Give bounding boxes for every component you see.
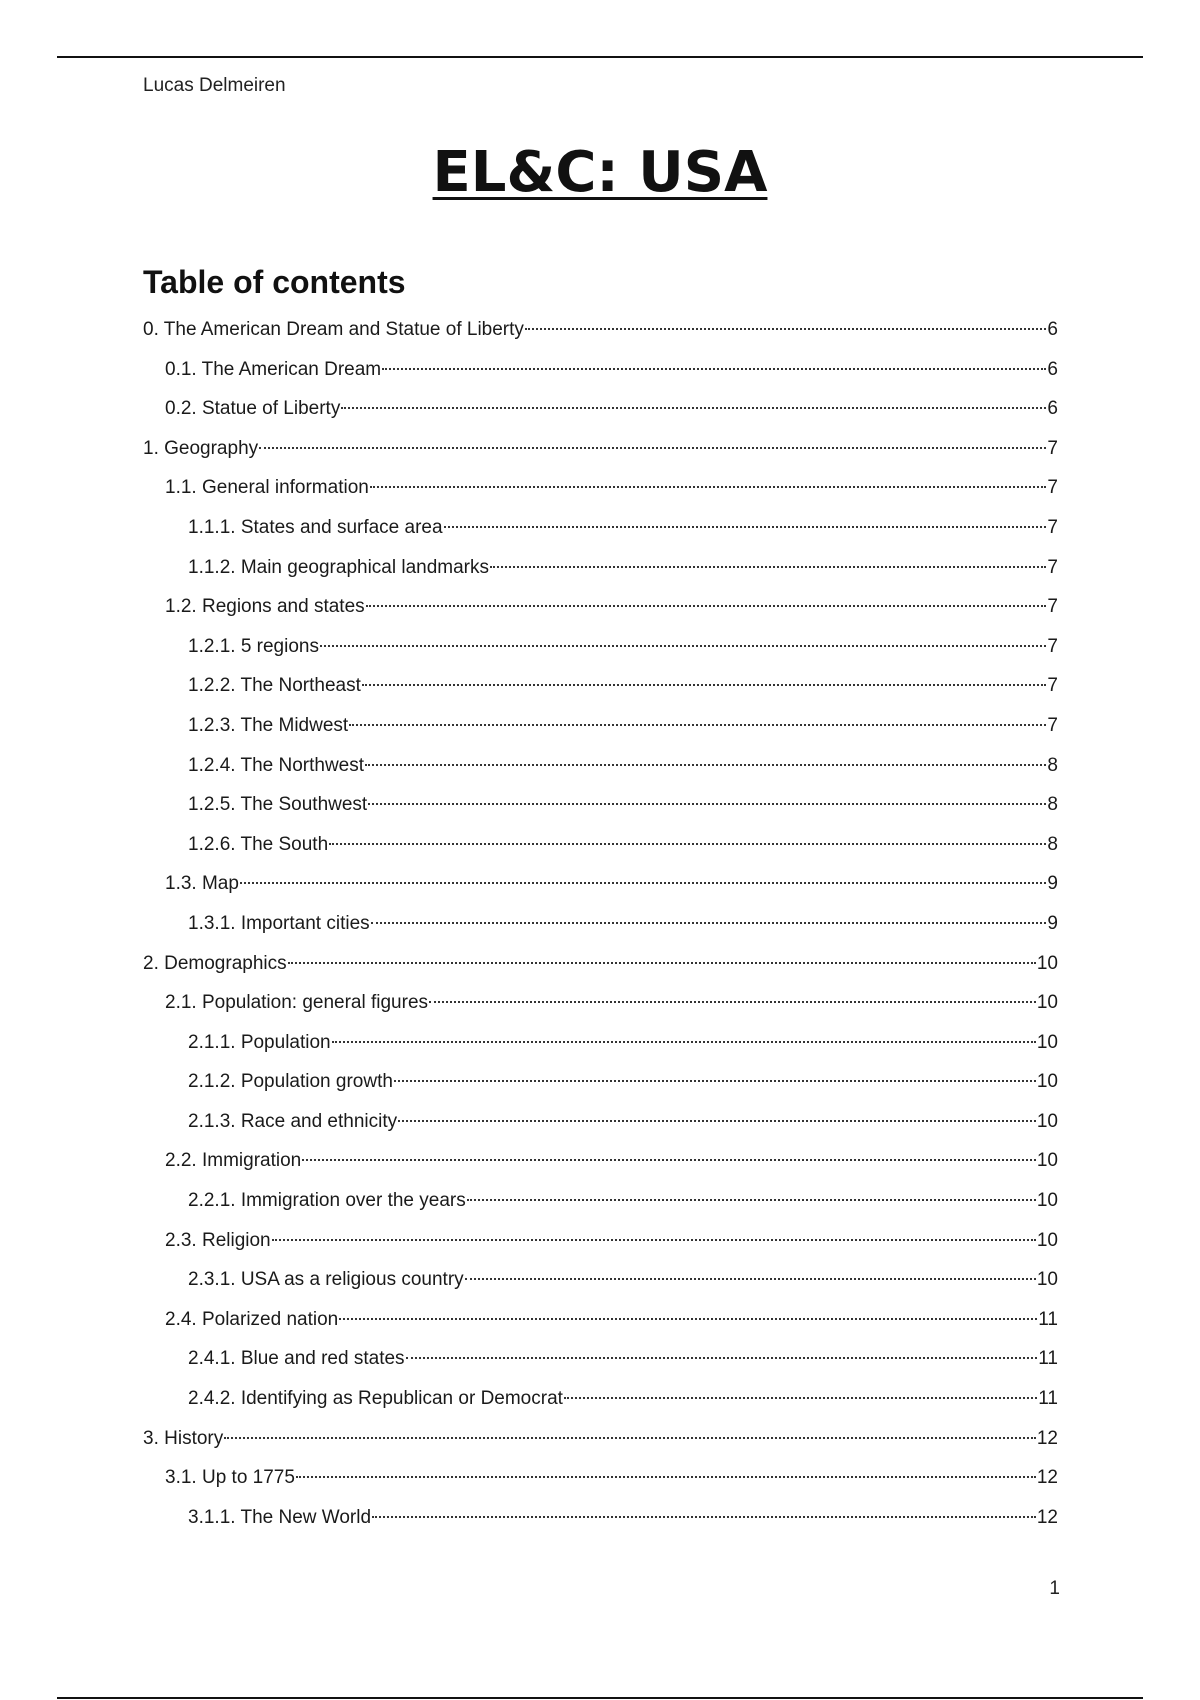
toc-dot-leader <box>398 1120 1036 1122</box>
toc-entry-page: 7 <box>1047 556 1058 578</box>
toc-dot-leader <box>302 1159 1036 1161</box>
toc-dot-leader <box>339 1318 1037 1320</box>
toc-entry[interactable] <box>143 587 1058 627</box>
toc-entry-page: 12 <box>1036 1467 1058 1489</box>
toc-entry-label: 2.1.3. Race and ethnicity <box>188 1110 398 1132</box>
toc-entry-label: 0. The American Dream and Statue of Liberty <box>143 319 524 340</box>
toc-entry-page: 6 <box>1047 358 1058 380</box>
toc-dot-leader <box>370 486 1047 488</box>
footer-rule <box>57 1697 1143 1699</box>
toc-entry-page: 8 <box>1047 754 1058 776</box>
toc-dot-leader <box>224 1437 1036 1439</box>
toc-dot-leader <box>332 1041 1036 1043</box>
toc-entry-page: 10 <box>1036 952 1058 974</box>
toc-entry-page: 10 <box>1036 1150 1058 1172</box>
toc-entry-page: 10 <box>1036 992 1058 1014</box>
toc-dot-leader <box>272 1239 1036 1241</box>
toc-entry[interactable] <box>143 1023 1058 1063</box>
toc-entry-label: 1.3. Map <box>165 873 239 895</box>
toc-entry-label: 2.4. Polarized nation <box>165 1308 339 1330</box>
toc-entry[interactable] <box>143 864 1058 904</box>
toc-entry-label: 1.2.3. The Midwest <box>188 714 349 736</box>
toc-dot-leader <box>467 1199 1036 1201</box>
toc-dot-leader <box>366 605 1047 607</box>
toc-heading: Table of contents <box>143 264 406 300</box>
toc-entry[interactable] <box>143 1300 1058 1340</box>
toc-entry-label: 2.2. Immigration <box>165 1150 302 1172</box>
toc-entry-label: 1.1.1. States and surface area <box>188 516 443 538</box>
toc-dot-leader <box>288 962 1036 964</box>
toc-entry[interactable] <box>143 1102 1058 1142</box>
toc-entry-page: 10 <box>1036 1031 1058 1053</box>
toc-entry-label: 2.1.2. Population growth <box>188 1071 393 1093</box>
toc-entry-page: 7 <box>1047 596 1058 618</box>
toc-entry-label: 1.2.2. The Northeast <box>188 675 361 697</box>
toc-entry-page: 11 <box>1038 1388 1058 1410</box>
toc-entry-page: 8 <box>1047 794 1058 816</box>
toc-dot-leader <box>349 724 1046 726</box>
toc-dot-leader <box>372 1516 1036 1518</box>
toc-entry[interactable] <box>143 944 1058 984</box>
toc-dot-leader <box>465 1278 1036 1280</box>
toc-entry[interactable] <box>143 1419 1058 1459</box>
toc-dot-leader <box>320 645 1046 647</box>
toc-dot-leader <box>362 684 1047 686</box>
toc-entry-page: 10 <box>1036 1071 1058 1093</box>
toc-entry-page: 10 <box>1036 1110 1058 1132</box>
toc-entry-page: 6 <box>1047 319 1058 340</box>
toc-entry[interactable] <box>143 785 1058 825</box>
toc-entry-page: 8 <box>1047 833 1058 855</box>
toc-entry-label: 0.2. Statue of Liberty <box>165 398 341 420</box>
toc-dot-leader <box>341 407 1046 409</box>
toc-entry-label: 2.4.1. Blue and red states <box>188 1348 405 1370</box>
toc-dot-leader <box>429 1001 1036 1003</box>
document-title-text: EL&C: USA <box>432 140 768 205</box>
toc-entry[interactable] <box>143 1181 1058 1221</box>
toc-entry-page: 7 <box>1047 516 1058 538</box>
toc-entry[interactable] <box>143 1498 1058 1538</box>
toc-entry-label: 2.3. Religion <box>165 1229 271 1251</box>
toc-entry[interactable] <box>143 350 1058 390</box>
toc-entry-label: 2.2.1. Immigration over the years <box>188 1190 466 1212</box>
toc-dot-leader <box>564 1397 1037 1399</box>
toc-dot-leader <box>371 922 1047 924</box>
toc-entry-label: 2.3.1. USA as a religious country <box>188 1269 464 1291</box>
toc-entry[interactable] <box>143 983 1058 1023</box>
toc-entry[interactable] <box>143 1379 1058 1419</box>
toc-entry-page: 7 <box>1047 477 1058 499</box>
toc-dot-leader <box>240 882 1046 884</box>
toc-dot-leader <box>406 1357 1038 1359</box>
toc-entry-label: 2.1. Population: general figures <box>165 992 429 1014</box>
toc-entry[interactable] <box>143 429 1058 469</box>
toc-entry-label: 3.1. Up to 1775 <box>165 1467 295 1489</box>
toc-entry-page: 12 <box>1036 1506 1058 1528</box>
toc-entry-page: 10 <box>1036 1190 1058 1212</box>
toc-dot-leader <box>490 566 1046 568</box>
toc-entry-page: 9 <box>1047 912 1058 934</box>
toc-entry[interactable] <box>143 468 1058 508</box>
toc-entry-label: 1.2.1. 5 regions <box>188 635 319 657</box>
toc-dot-leader <box>259 447 1046 449</box>
toc-entry-label: 1.2.4. The Northwest <box>188 754 365 776</box>
toc-entry-page: 9 <box>1047 873 1058 895</box>
toc-entry[interactable] <box>143 627 1058 667</box>
toc-entry-label: 1.3.1. Important cities <box>188 912 370 934</box>
toc-entry-page: 10 <box>1036 1269 1058 1291</box>
toc-dot-leader <box>365 764 1046 766</box>
toc-entry[interactable] <box>143 310 1058 350</box>
toc-dot-leader <box>296 1476 1036 1478</box>
toc-entry[interactable] <box>143 1458 1058 1498</box>
toc-entry-page: 11 <box>1038 1308 1058 1330</box>
toc-entry-label: 1.2.6. The South <box>188 833 329 855</box>
toc-dot-leader <box>525 328 1047 330</box>
toc-entry-label: 1.1. General information <box>165 477 369 499</box>
toc-entry-label: 2.1.1. Population <box>188 1031 331 1053</box>
toc-entry-page: 7 <box>1047 437 1058 459</box>
toc-entry-page: 7 <box>1047 635 1058 657</box>
toc-entry-page: 11 <box>1038 1348 1058 1370</box>
header-author: Lucas Delmeiren <box>143 75 286 96</box>
page-number: 1 <box>1049 1578 1060 1599</box>
toc-entry[interactable] <box>143 825 1058 865</box>
toc-entry-label: 0.1. The American Dream <box>165 358 382 380</box>
toc-entry[interactable] <box>143 1062 1058 1102</box>
table-of-contents <box>143 310 1058 1537</box>
toc-dot-leader <box>444 526 1047 528</box>
toc-dot-leader <box>394 1080 1036 1082</box>
toc-entry-label: 2.4.2. Identifying as Republican or Democrat <box>188 1388 563 1410</box>
toc-entry-page: 12 <box>1036 1427 1058 1449</box>
document-title <box>0 138 1200 208</box>
toc-entry[interactable] <box>143 389 1058 429</box>
toc-entry[interactable] <box>143 1339 1058 1379</box>
toc-entry[interactable] <box>143 706 1058 746</box>
toc-entry-label: 2. Demographics <box>143 952 287 974</box>
toc-entry-label: 1.1.2. Main geographical landmarks <box>188 556 490 578</box>
toc-entry-page: 6 <box>1047 398 1058 420</box>
toc-entry[interactable] <box>143 548 1058 588</box>
toc-dot-leader <box>382 368 1046 370</box>
toc-entry-page: 7 <box>1047 714 1058 736</box>
toc-entry-label: 1. Geography <box>143 437 259 459</box>
toc-entry-label: 1.2.5. The Southwest <box>188 794 368 816</box>
toc-entry[interactable] <box>143 1260 1058 1300</box>
toc-dot-leader <box>368 803 1046 805</box>
toc-entry[interactable] <box>143 904 1058 944</box>
toc-dot-leader <box>329 843 1046 845</box>
toc-entry[interactable] <box>143 1141 1058 1181</box>
toc-entry[interactable] <box>143 508 1058 548</box>
toc-entry-label: 3. History <box>143 1427 224 1449</box>
toc-entry[interactable] <box>143 1221 1058 1261</box>
toc-entry-label: 3.1.1. The New World <box>188 1506 372 1528</box>
header-rule <box>57 56 1143 58</box>
toc-entry-label: 1.2. Regions and states <box>165 596 365 618</box>
toc-entry-page: 7 <box>1047 675 1058 697</box>
toc-entry-page: 10 <box>1036 1229 1058 1251</box>
toc-entry[interactable] <box>143 746 1058 786</box>
toc-entry[interactable] <box>143 666 1058 706</box>
